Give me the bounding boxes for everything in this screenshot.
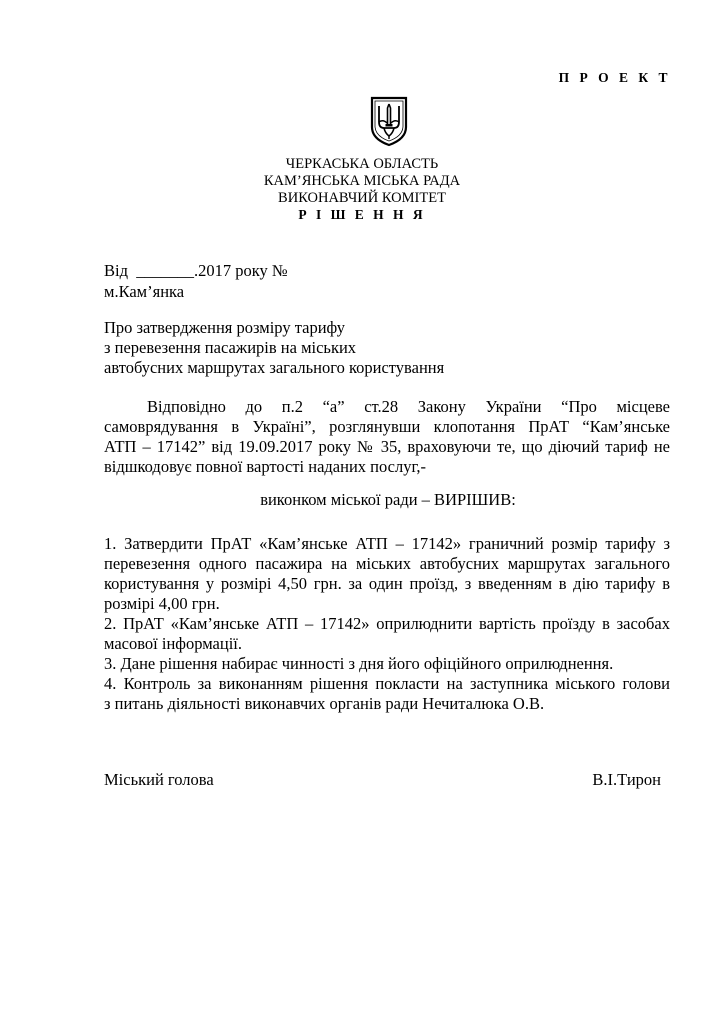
subject-line: автобусних маршрутах загального користування bbox=[104, 358, 445, 377]
item-line: користування у розмірі 4,50 грн. за один проїзд, з введенням в дію тарифу в bbox=[104, 574, 670, 593]
region-heading: ЧЕРКАСЬКА ОБЛАСТЬ bbox=[285, 156, 439, 172]
item-line: 4. Контроль за виконанням рішення покласти на заступника міського голови bbox=[104, 674, 670, 693]
subject-line: з перевезення пасажирів на міських bbox=[104, 338, 357, 357]
place-line: м.Кам’янка bbox=[104, 282, 185, 301]
preamble-line: самоврядування в Україні”, розглянувши клопотання ПрАТ “Кам’янське bbox=[104, 417, 670, 436]
item-line: 3. Дане рішення набирає чинності з дня його офіційного оприлюднення. bbox=[104, 654, 614, 673]
date-line: Від _______.2017 року № bbox=[104, 261, 288, 280]
item-line: розмірі 4,00 грн. bbox=[104, 594, 220, 613]
preamble-line: Відповідно до п.2 “а” ст.28 Закону України “Про місцеве bbox=[147, 397, 670, 416]
signature-title: Міський голова bbox=[104, 770, 214, 789]
council-heading: КАМ’ЯНСЬКА МІСЬКА РАДА bbox=[263, 173, 461, 189]
decision-line: виконком міської ради – ВИРІШИВ: bbox=[260, 490, 516, 509]
coat-of-arms-trident-icon bbox=[369, 95, 409, 147]
subject-line: Про затвердження розміру тарифу bbox=[104, 318, 346, 337]
project-stamp: П Р О Е К Т bbox=[558, 70, 671, 85]
signature-name: В.І.Тирон bbox=[592, 770, 661, 789]
item-line: масової інформації. bbox=[104, 634, 242, 653]
item-line: перевезення одного пасажира на міських автобусних маршрутах загального bbox=[104, 554, 670, 573]
committee-heading: ВИКОНАВЧИЙ КОМІТЕТ bbox=[278, 190, 446, 206]
decision-heading: Р І Ш Е Н Н Я bbox=[298, 207, 426, 222]
item-line: 1. Затвердити ПрАТ «Кам’янське АТП – 17142» граничний розмір тарифу з bbox=[104, 534, 670, 553]
item-line: 2. ПрАТ «Кам’янське АТП – 17142» оприлюднити вартість проїзду в засобах bbox=[104, 614, 670, 633]
item-line: з питань діяльності виконавчих органів ради Нечиталюка О.В. bbox=[104, 694, 545, 713]
preamble-line: АТП – 17142” від 19.09.2017 року № 35, враховуючи те, що діючий тариф не bbox=[104, 437, 670, 456]
preamble-line: відшкодовує повної вартості наданих послуг,- bbox=[104, 457, 426, 476]
